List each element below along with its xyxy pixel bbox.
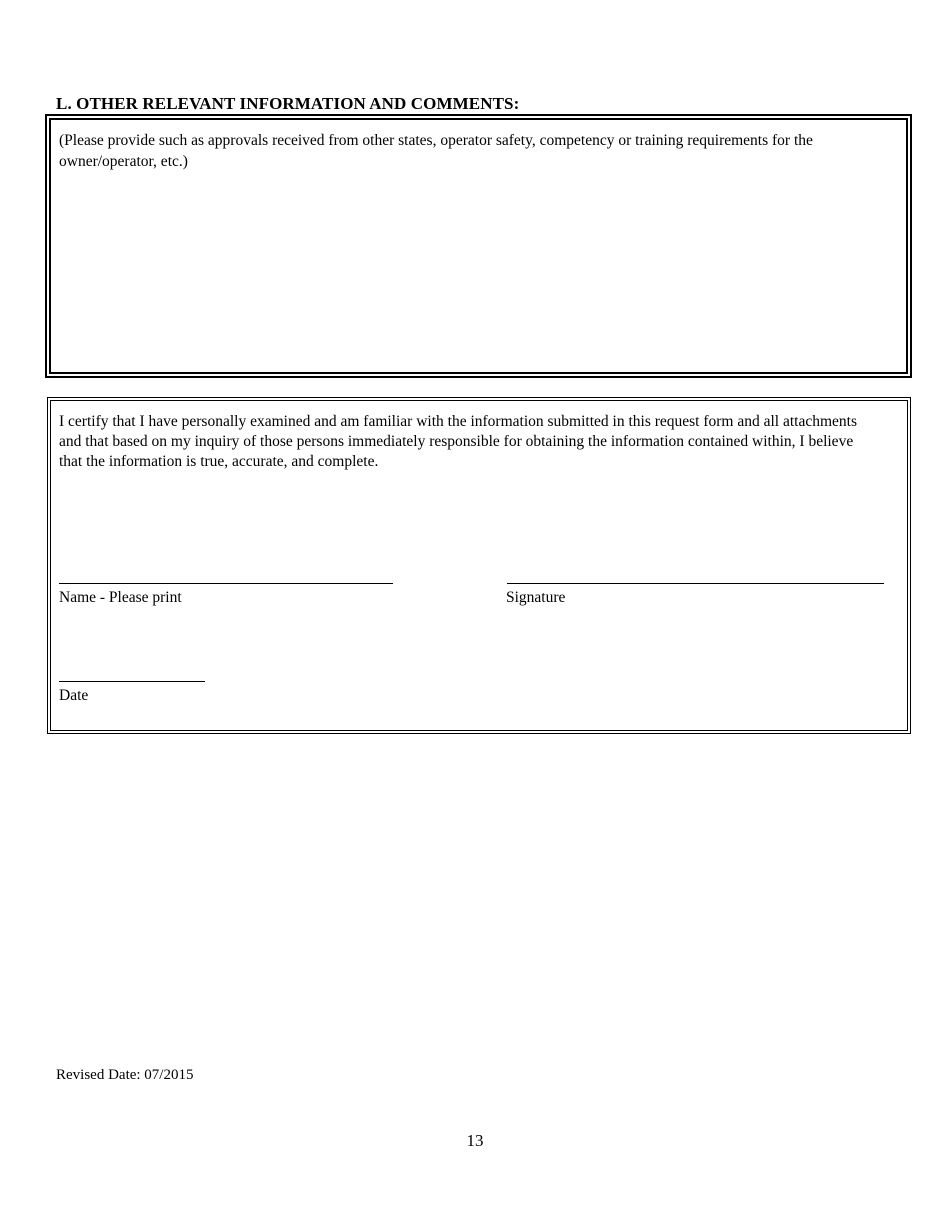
certification-box — [47, 397, 911, 734]
certification-box-inner — [50, 400, 908, 731]
certification-statement: I certify that I have personally examined and am familiar with the information submitted in this request form and all attachments and that based on my inquiry of those persons immediately responsible for obtaining the information contained within, I believe that the information is true, accurate, and complete. — [59, 413, 858, 470]
date-underline — [59, 681, 205, 682]
date-label: Date — [59, 687, 89, 704]
comments-box-inner — [49, 118, 908, 374]
name-input[interactable] — [59, 563, 393, 583]
signature-underline — [507, 583, 884, 584]
date-input[interactable] — [59, 661, 205, 681]
comments-instructions: (Please provide such as approvals received from other states, operator safety, competency or training requirements for the owner/operator, etc.) — [59, 132, 813, 170]
revised-date: Revised Date: 07/2015 — [56, 1067, 194, 1083]
comments-box — [45, 114, 912, 378]
comments-textarea[interactable] — [59, 176, 898, 364]
name-underline — [59, 583, 393, 584]
section-l-heading: L. OTHER RELEVANT INFORMATION AND COMMENTS: — [56, 94, 520, 113]
name-label: Name - Please print — [59, 589, 182, 606]
page-number: 13 — [466, 1131, 484, 1150]
signature-label: Signature — [506, 589, 566, 606]
signature-input[interactable] — [507, 563, 884, 583]
